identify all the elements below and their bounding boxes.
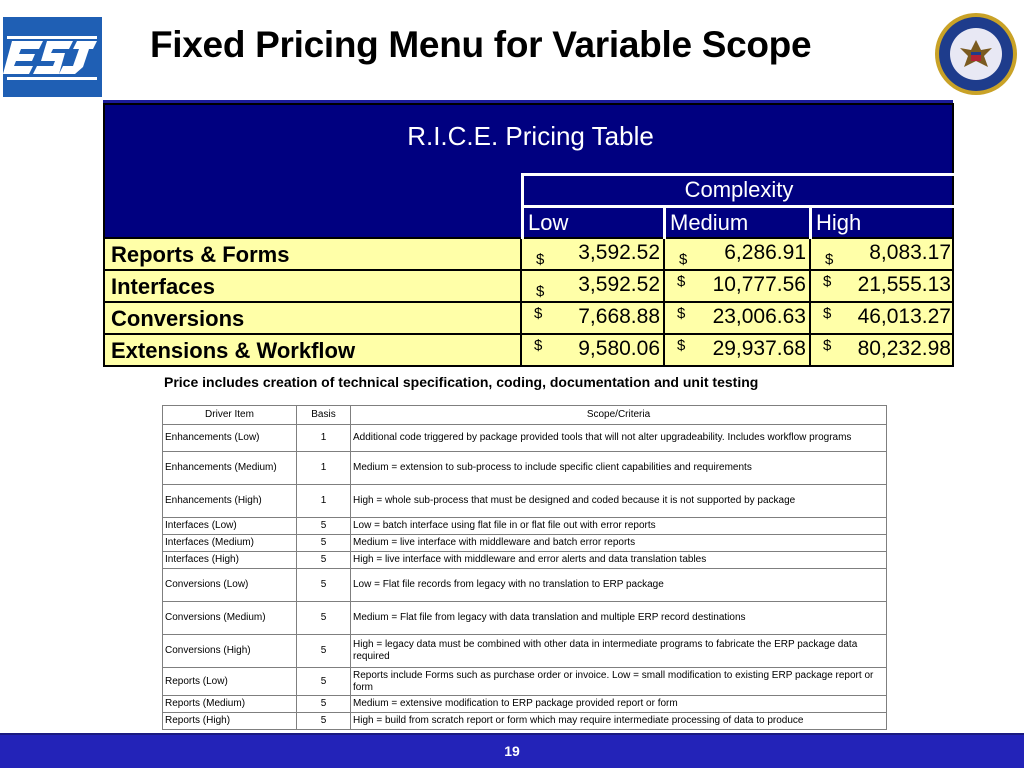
complexity-header: Complexity	[521, 173, 954, 205]
pricing-note: Price includes creation of technical specification, coding, documentation and unit testing	[164, 374, 759, 390]
currency-symbol: $	[823, 337, 832, 354]
dod-seal-icon	[934, 12, 1018, 96]
currency-symbol: $	[677, 337, 686, 354]
basis: 1	[297, 452, 351, 485]
price-cell-medium	[663, 303, 809, 333]
esi-logo	[3, 17, 102, 97]
currency-symbol: $	[534, 305, 543, 322]
driver-item: Conversions (Medium)	[163, 602, 297, 635]
price-cell-high	[809, 271, 954, 301]
rice-row-extensions-workflow	[103, 335, 954, 367]
header-driver-item: Driver Item	[163, 406, 297, 425]
table-row	[163, 425, 887, 452]
level-medium-header: Medium	[663, 205, 809, 241]
currency-symbol: $	[536, 251, 545, 268]
scope-criteria: Reports include Forms such as purchase order or invoice. Low = small modification to existing ERP package report or form	[351, 668, 887, 696]
driver-item: Reports (Medium)	[163, 696, 297, 713]
price-value: 29,937.68	[712, 337, 806, 360]
driver-table-header-row	[163, 406, 887, 425]
price-cell-low	[520, 303, 663, 333]
rice-table-title: R.I.C.E. Pricing Table	[407, 121, 654, 151]
price-cell-high	[809, 303, 954, 333]
basis: 5	[297, 569, 351, 602]
currency-symbol: $	[679, 251, 688, 268]
table-row	[163, 602, 887, 635]
price-cell-high	[809, 335, 954, 365]
esi-logo-icon	[3, 17, 102, 97]
basis: 1	[297, 485, 351, 518]
price-value: 7,668.88	[578, 305, 660, 328]
scope-criteria: Low = batch interface using flat file in or flat file out with error reports	[351, 518, 887, 535]
basis: 5	[297, 668, 351, 696]
currency-symbol: $	[677, 305, 686, 322]
table-row	[163, 535, 887, 552]
currency-symbol: $	[536, 283, 545, 300]
basis: 5	[297, 602, 351, 635]
currency-symbol: $	[823, 273, 832, 290]
currency-symbol: $	[677, 273, 686, 290]
driver-item: Enhancements (Low)	[163, 425, 297, 452]
table-row	[163, 635, 887, 668]
scope-criteria: Additional code triggered by package provided tools that will not alter upgradeability. Includes workflow programs	[351, 425, 887, 452]
price-cell-low	[520, 271, 663, 301]
rice-pricing-table	[103, 103, 954, 366]
table-row	[163, 485, 887, 518]
basis: 5	[297, 713, 351, 730]
table-row	[163, 713, 887, 730]
rice-row-label: Interfaces	[111, 274, 215, 299]
rice-row-reports-forms	[103, 239, 954, 271]
driver-item: Reports (High)	[163, 713, 297, 730]
scope-criteria: High = legacy data must be combined with other data in intermediate programs to fabricate the ERP package data required	[351, 635, 887, 668]
price-value: 3,592.52	[578, 241, 660, 264]
driver-item: Reports (Low)	[163, 668, 297, 696]
page-number: 19	[504, 743, 520, 759]
driver-item: Interfaces (High)	[163, 552, 297, 569]
scope-criteria: Low = Flat file records from legacy with no translation to ERP package	[351, 569, 887, 602]
header-scope-criteria: Scope/Criteria	[351, 406, 887, 425]
table-row	[163, 668, 887, 696]
basis: 5	[297, 635, 351, 668]
driver-criteria-table	[162, 405, 887, 730]
scope-criteria: High = build from scratch report or form which may require intermediate processing of data to produce	[351, 713, 887, 730]
page-title: Fixed Pricing Menu for Variable Scope	[150, 24, 812, 65]
price-value: 46,013.27	[857, 305, 951, 328]
rice-row-label: Extensions & Workflow	[111, 338, 356, 363]
scope-criteria: High = live interface with middleware and error alerts and data translation tables	[351, 552, 887, 569]
driver-item: Interfaces (Medium)	[163, 535, 297, 552]
rice-row-label: Conversions	[111, 306, 245, 331]
driver-item: Enhancements (Medium)	[163, 452, 297, 485]
table-row	[163, 696, 887, 713]
scope-criteria: Medium = live interface with middleware and batch error reports	[351, 535, 887, 552]
currency-symbol: $	[825, 251, 834, 268]
basis: 5	[297, 552, 351, 569]
price-cell-medium	[663, 239, 809, 269]
scope-criteria: Medium = extensive modification to ERP package provided report or form	[351, 696, 887, 713]
table-row	[163, 518, 887, 535]
rice-table-header	[103, 103, 954, 239]
table-row	[163, 569, 887, 602]
header-basis: Basis	[297, 406, 351, 425]
scope-criteria: Medium = extension to sub-process to include specific client capabilities and requirements	[351, 452, 887, 485]
currency-symbol: $	[534, 337, 543, 354]
price-value: 9,580.06	[578, 337, 660, 360]
basis: 5	[297, 535, 351, 552]
price-value: 3,592.52	[578, 273, 660, 296]
price-value: 23,006.63	[712, 305, 806, 328]
price-value: 80,232.98	[857, 337, 951, 360]
price-cell-low	[520, 239, 663, 269]
price-value: 8,083.17	[869, 241, 951, 264]
scope-criteria: Medium = Flat file from legacy with data translation and multiple ERP record destinations	[351, 602, 887, 635]
level-low-header: Low	[521, 205, 663, 241]
rice-row-conversions	[103, 303, 954, 335]
basis: 5	[297, 696, 351, 713]
scope-criteria: High = whole sub-process that must be designed and coded because it is not supported by package	[351, 485, 887, 518]
driver-item: Conversions (Low)	[163, 569, 297, 602]
price-value: 10,777.56	[712, 273, 806, 296]
driver-item: Conversions (High)	[163, 635, 297, 668]
driver-item: Enhancements (High)	[163, 485, 297, 518]
price-cell-high	[809, 239, 954, 269]
rice-row-interfaces	[103, 271, 954, 303]
level-high-header: High	[809, 205, 954, 241]
driver-item: Interfaces (Low)	[163, 518, 297, 535]
price-cell-low	[520, 335, 663, 365]
rice-row-label: Reports & Forms	[111, 242, 290, 267]
basis: 5	[297, 518, 351, 535]
dod-seal	[934, 12, 1018, 96]
price-value: 6,286.91	[724, 241, 806, 264]
currency-symbol: $	[823, 305, 832, 322]
footer-bar	[0, 733, 1024, 768]
price-cell-medium	[663, 271, 809, 301]
table-row	[163, 552, 887, 569]
table-row	[163, 452, 887, 485]
price-value: 21,555.13	[857, 273, 951, 296]
basis: 1	[297, 425, 351, 452]
price-cell-medium	[663, 335, 809, 365]
